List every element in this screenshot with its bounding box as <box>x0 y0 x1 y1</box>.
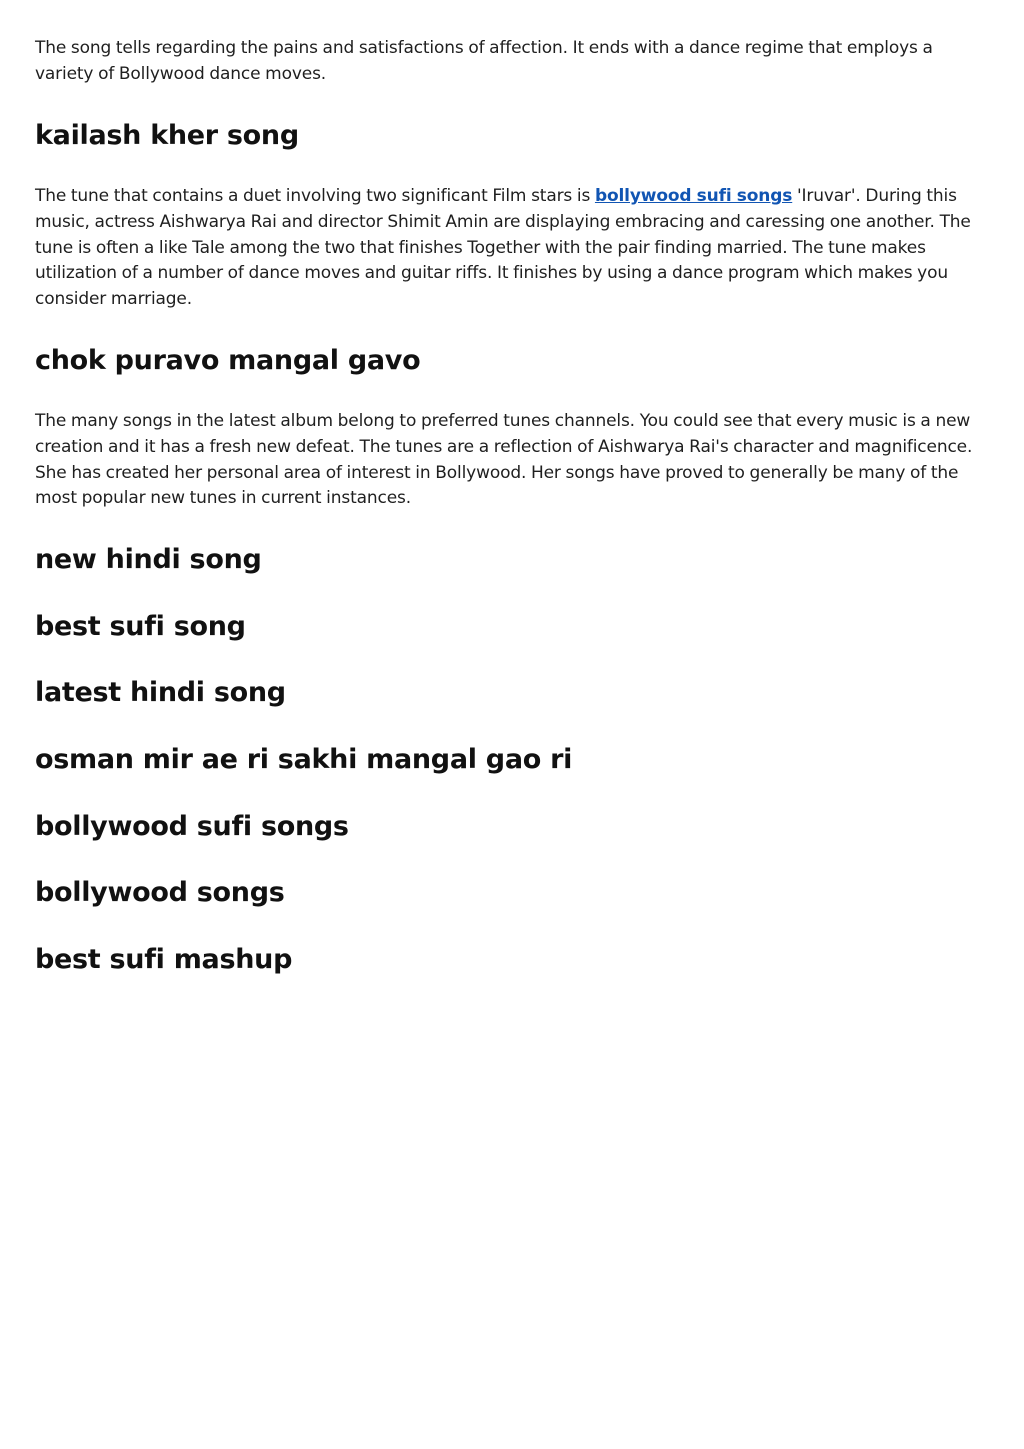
section1-text-after: 'Iruvar'. During this music, actress Aishwarya Rai and director Shimit Amin are displaying embracing and caressing one another. The tune is often a like Tale among the two that finishes Together with the pair finding married. The tune makes utilization of a number of dance moves and guitar riffs. It finishes by using a dance program which makes you consider marriage. <box>35 186 971 310</box>
heading-best-sufi-song: best sufi song <box>35 611 246 642</box>
bollywood-sufi-songs-link[interactable]: bollywood sufi songs <box>594 186 793 206</box>
section2-paragraph: The many songs in the latest album belong to preferred tunes channels. You could see that every music is a new creation and it has a fresh new defeat. The tunes are a reflection of Aishwarya Rai's character and magnificence. She has created her personal area of interest in Bollywood. Her songs have proved to generally be many of the most popular new tunes in current instances. <box>35 411 973 509</box>
heading-osman-mir: osman mir ae ri sakhi mangal gao ri <box>35 744 573 775</box>
section1-text-before: The tune that contains a duet involving two significant Film stars is <box>35 186 595 206</box>
heading-kailash-kher-song: kailash kher song <box>35 120 299 151</box>
heading-new-hindi-song: new hindi song <box>35 544 262 575</box>
heading-bollywood-sufi-songs: bollywood sufi songs <box>35 811 349 842</box>
heading-latest-hindi-song: latest hindi song <box>35 677 286 708</box>
heading-best-sufi-mashup: best sufi mashup <box>35 944 293 975</box>
heading-bollywood-songs: bollywood songs <box>35 877 285 908</box>
intro-paragraph: The song tells regarding the pains and satisfactions of affection. It ends with a dance regime that employs a variety of Bollywood dance moves. <box>35 38 933 84</box>
section1-paragraph <box>35 184 980 313</box>
heading-chok-puravo-mangal-gavo: chok puravo mangal gavo <box>35 345 421 376</box>
